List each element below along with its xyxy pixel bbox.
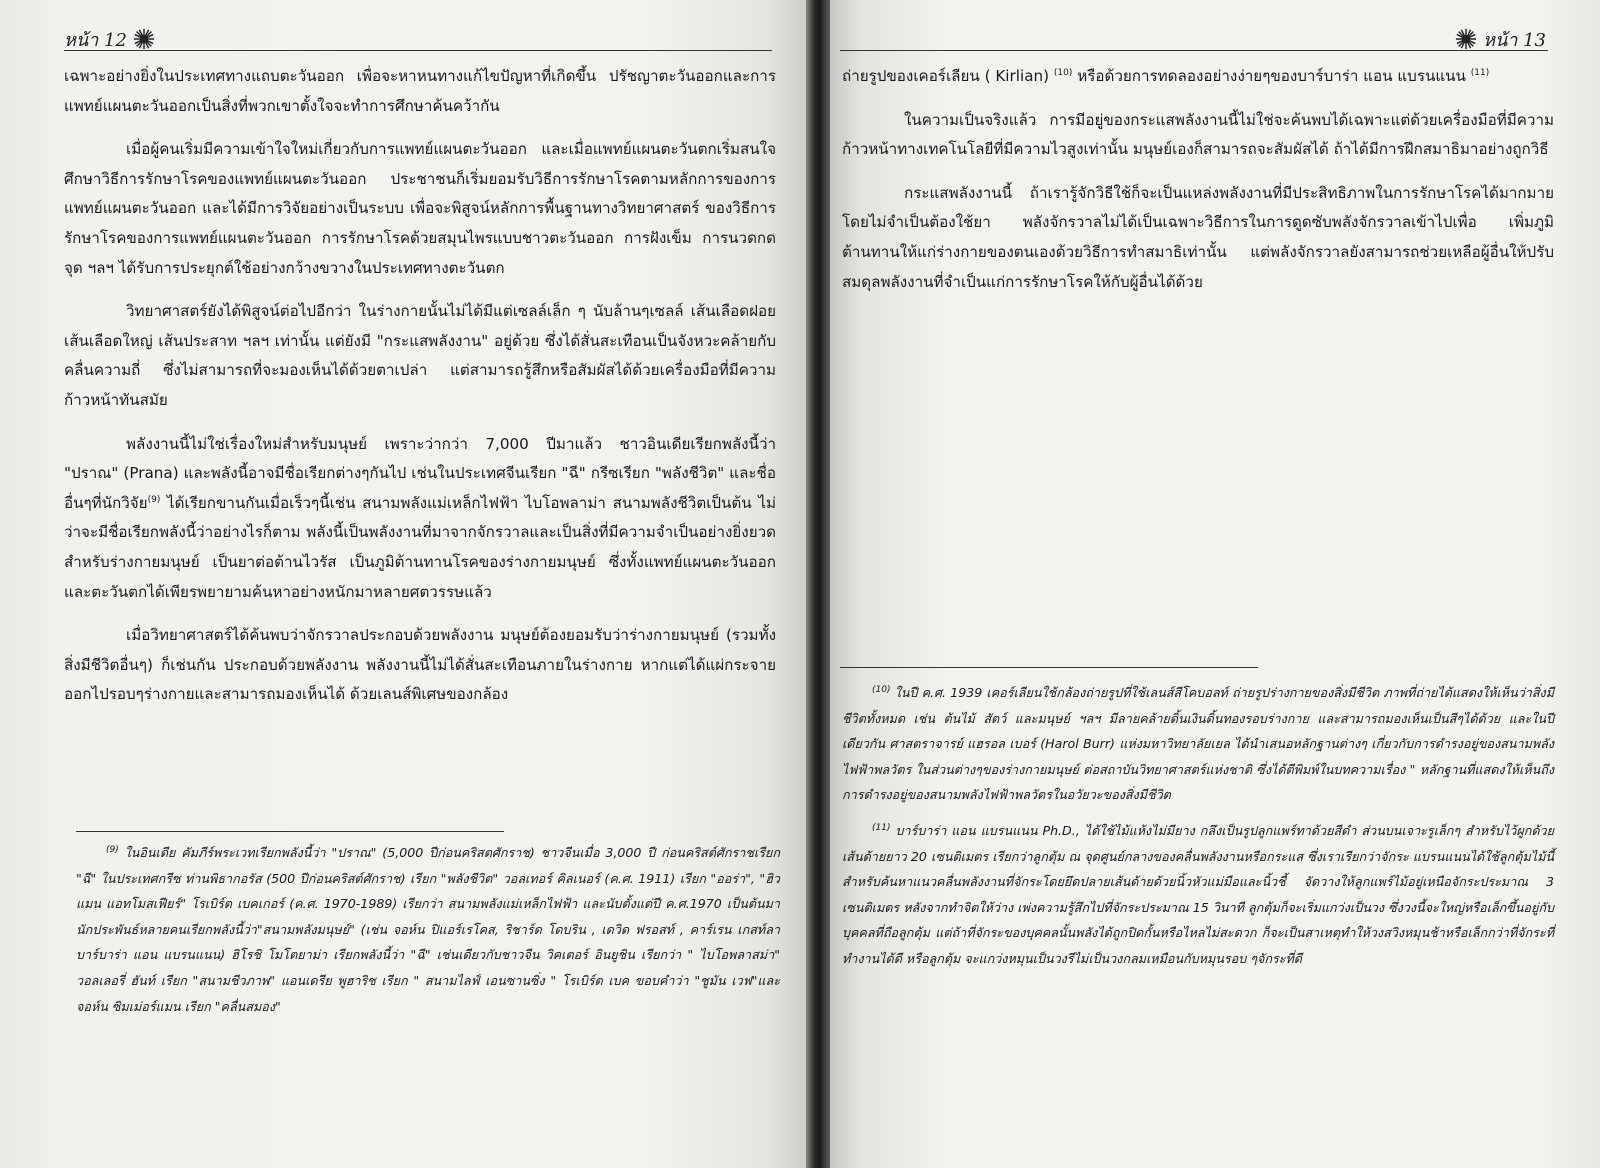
right-body-text — [842, 62, 1554, 311]
footnote-text: บาร์บาร่า แอน แบรนแนน Ph.D., ได้ใช้ไม้แห้งไม่มียาง กลึงเป็นรูปลูกแพร์ทาด้วยสีดำ ส่วนบนเจาะรูเล็กๆ สำหรับไว้ผูกด้วยเส้นด้ายยาว 20 เซนติเมตร เรียกว่าลูกตุ้ม ณ จุดศูนย์กลางของคลื่นพลังงานหรือกระแส ซึ่งเราเรียกว่าจักระ แบรนแนนได้ใช้ลูกตุ้มไม้นี้ สำหรับค้นหาแนวคลื่นพลังงานที่จักระโดยยึดปลายเส้นด้ายด้วยนิ้วหัวแม่มือและนิ้วชี้ จัดวางให้ลูกแพร์ไม้อยู่เหนือจักระประมาณ 3 เซนติเมตร หลังจากทำจิตให้ว่าง เพ่งความรู้สึกไปที่จักระประมาณ 15 วินาที ลูกตุ้มก็จะเริ่มแกว่งเป็นวง ซึ่งวงนี้จะใหญ่หรือเล็กขึ้นอยู่กับบุคคลที่ถือลูกตุ้ม แต่ถ้าที่จักระของบุคคลนั้นพลังได้ถูกปิดกั้นหรือไหลไม่สะดวก ก็จะเป็นสาเหตุทำให้วงสวิงหมุนช้าหรือเล็กกว่าที่จักระที่ทำงานได้ดี หรือลูกตุ้ม จะแกว่งหมุนเป็นวงรีไม่เป็นวงกลมเหมือนกับหมุนรอบ ๆจักระที่ดี — [842, 822, 1554, 966]
paragraph-text: ได้เรียกขานกันเมื่อเร็วๆนี้เช่น สนามพลังแม่เหล็กไฟฟ้า ไบโอพลาม่า สนามพลังชีวิตเป็นต้น ไม่ว่าจะมีชื่อเรียกพลังนี้ว่าอย่างไรก็ตาม พลังนี้เป็นพลังงานที่มาจากจักรวาลและเป็นสิ่งที่มีความจำเป็นอย่างยิ่งยวด สำหรับร่างกายมนุษย์ เป็นยาต่อต้านไวรัส เป็นภูมิต้านทานโรคของร่างกายมนุษย์ ซึ่งทั้งแพทย์แผนตะวันออกและตะวันตกได้เพียรพยายามค้นหาอย่างหนักมาหลายศตวรรษแล้ว — [64, 493, 776, 601]
left-footnotes — [76, 840, 780, 1029]
right-footnotes — [842, 680, 1554, 982]
paragraph-text: หรือด้วยการทดลองอย่างง่ายๆของบาร์บาร่า แอน แบรนแนน — [1072, 67, 1471, 85]
paragraph — [842, 62, 1554, 92]
paragraph: เฉพาะอย่างยิ่งในประเทศทางแถบตะวันออก เพื่อจะหาหนทางแก้ไขปัญหาที่เกิดขึ้น ปรัชญาตะวันออกและการแพทย์แผนตะวันออกเป็นสิ่งที่พวกเขาตั้งใจจะทำการศึกษาค้นคว้ากัน — [64, 67, 776, 115]
footnote-text: ในปี ค.ศ. 1939 เคอร์เลียนใช้กล้องถ่ายรูปที่ใช้เลนส์สีโคบอลท์ ถ่ายรูปร่างกายของสิ่งมีชีวิต ภาพที่ถ่ายได้แสดงให้เห็นว่าสิ่งมีชีวิตทั้งหมด เช่น ต้นไม้ สัตว์ และมนุษย์ ฯลฯ มีลายคล้ายดิ้นเงินดิ้นทองรอบร่างกาย และสามารถมองเห็นเป็นสีๆได้ด้วย และในปีเดียวกัน ศาสตราจารย์ แฮรอล เบอร์ (Harol Burr) แห่งมหาวิทยาลัยเยล ได้นำเสนอหลักฐานต่างๆ เกี่ยวกับการดำรงอยู่ของสนามพลังไฟฟ้าพลวัตร ในส่วนต่างๆของร่างกายมนุษย์ ต่อสถาบันวิทยาศาสตร์แห่งชาติ ซึ่งได้ตีพิมพ์ในบทความเรื่อง " หลักฐานที่แสดงให้เห็นถึงการดำรงอยู่ของสนามพลังไฟฟ้าพลวัตรในอวัยวะของสิ่งมีชีวิต — [842, 685, 1554, 803]
header-rule — [64, 50, 772, 51]
sun-ornament-icon — [1455, 28, 1477, 50]
footnote-rule — [840, 667, 1258, 668]
sun-ornament-icon — [133, 28, 155, 50]
paragraph: เมื่อวิทยาศาสตร์ได้ค้นพบว่าจักรวาลประกอบด้วยพลังงาน มนุษย์ต้องยอมรับว่าร่างกายมนุษย์ (รวมทั้งสิ่งมีชีวิตอื่นๆ) ก็เช่นกัน ประกอบด้วยพลังงาน พลังงานนี้ไม่ได้สั่นสะเทือนภายในร่างกาย หากแต่ได้แผ่กระจายออกไปรอบๆร่างกายและสามารถมองเห็นได้ ด้วยเลนส์พิเศษของกล้อง — [64, 626, 776, 704]
paragraph — [64, 430, 776, 608]
footnote-text: ในอินเดีย คัมภีร์พระเวทเรียกพลังนี้ว่า "ปราณ" (5,000 ปีก่อนคริสตศักราช) ชาวจีนเมื่อ 3,000 ปี ก่อนคริสต์ศักราชเรียก "ฉี" ในประเทศกรีซ ท่านพิธากอรัส (500 ปีก่อนคริสต์ศักราช) เรียก "พลังชีวิต" วอลเทอร์ คิลเนอร์ (ค.ศ. 1911) เรียก "ออร่า", "ฮิวแมน แอทโมสเฟียร์" โรเบิร์ต เบคเกอร์ (ค.ศ. 1970-1989) เรียกว่า สนามพลังแม่เหล็กไฟฟ้า และนับตั้งแต่ปี ค.ศ.1970 เป็นต้นมา นักประพันธ์หลายคนเรียกพลังนี้ว่า"สนามพลังมนุษย์" (เช่น จอห์น ปิแอร์เรโคส, ริชาร์ด โดบริน , เดวิด ฟรอสท์ , คาร์เรน เกสท์ลา บาร์บาร่า แอน แบรนแนน) ฮิโรชิ โมโตยาม่า เรียกพลังนี้ว่า "ฉี" เช่นเดียวกับชาวจีน วิคเตอร์ อินยูชิน เรียกว่า " ไบโอพลาสม่า" วอลเลอรี่ ฮันท์ เรียก "สนามชีวภาพ" แอนเดรีย พูฮาริช เรียก " สนามไลฟ์ เอนซานซิ่ง " โรเบิร์ต เบค ขอบคำว่า "ชูมัน เวฟ"และจอห์น ซิมเม่อร์แมน เรียก "คลื่นสมอง" — [76, 845, 780, 1014]
right-page — [830, 0, 1600, 1168]
paragraph-text: ถ่ายรูปของเคอร์เลียน ( Kirlian) — [842, 67, 1054, 85]
footnote-10 — [842, 680, 1554, 808]
left-body-text — [64, 62, 776, 724]
footnote-number: (9) — [106, 844, 119, 855]
paragraph: วิทยาศาสตร์ยังได้พิสูจน์ต่อไปอีกว่า ในร่างกายนั้นไม่ได้มีแต่เซลล์เล็ก ๆ นับล้านๆเซลล์ เส้นเลือดฝอย เส้นเลือดใหญ่ เส้นประสาท ฯลฯ เท่านั้น แต่ยังมี "กระแสพลังงาน" อยู่ด้วย ซึ่งได้สั่นสะเทือนเป็นจังหวะคล้ายกับคลื่นความถี่ ซึ่งไม่สามารถที่จะมองเห็นได้ด้วยตาเปล่า แต่สามารถรู้สึกหรือสัมผัสได้ด้วยเครื่องมือที่มีความก้าวหน้าทันสมัย — [64, 302, 776, 409]
footnote-rule — [76, 831, 504, 832]
left-page-header — [64, 26, 155, 52]
page-number-label: หน้า 12 — [64, 29, 127, 51]
footnote-ref-9: (9) — [147, 494, 161, 505]
book-gutter — [806, 0, 830, 1168]
footnote-ref-11: (11) — [1470, 67, 1490, 78]
footnote-ref-10: (10) — [1053, 67, 1073, 78]
paragraph: เมื่อผู้คนเริ่มมีความเข้าใจใหม่เกี่ยวกับการแพทย์แผนตะวันออก และเมื่อแพทย์แผนตะวันตกเริ่มสนใจศึกษาวิธีการรักษาโรคของแพทย์แผนตะวันออก ประชาชนก็เริ่มยอมรับวิธีการรักษาโรคตามหลักการของการแพทย์แผนตะวันออก และได้มีการวิจัยอย่างเป็นระบบ เพื่อจะพิสูจน์หลักการพื้นฐานทางวิทยาศาสตร์ ของวิธีการรักษาโรคของการแพทย์แผนตะวันออก การรักษาโรคด้วยสมุนไพรแบบชาวตะวันออก การฝังเข็ม การนวดกดจุด ฯลฯ ได้รับการประยุกต์ใช้อย่างกว้างขวางในประเทศทางตะวันตก — [64, 140, 776, 277]
paragraph-text: พลังงานนี้ไม่ใช่เรื่องใหม่สำหรับมนุษย์ เพราะว่ากว่า 7,000 ปีมาแล้ว ชาวอินเดียเรียกพลังนี้ว่า "ปราณ" (Prana) และพลังนี้อาจมีชื่อเรียกต่างๆกันไป เช่นในประเทศจีนเรียก "ฉี" กรีซเรียก "พลังชีวิต" และชื่ออื่นๆที่นักวิจัย — [64, 434, 776, 512]
page-number-label: หน้า 13 — [1483, 29, 1546, 51]
footnote-11 — [842, 818, 1554, 972]
paragraph: กระแสพลังงานนี้ ถ้าเรารู้จักวิธีใช้ก็จะเป็นแหล่งพลังงานที่มีประสิทธิภาพในการรักษาโรคได้มากมาย โดยไม่จำเป็นต้องใช้ยา พลังจักรวาลไม่ได้เป็นเฉพาะวิธีการในการดูดซับพลังจักรวาลเข้าไปเพื่อ เพิ่มภูมิต้านทานให้แก่ร่างกายของตนเองด้วยวิธีการทำสมาธิเท่านั้น แต่พลังจักรวาลยังสามารถช่วยเหลือผู้อื่นให้ปรับสมดุลพลังงานที่จำเป็นแก่การรักษาโรคให้กับผู้อื่นได้ด้วย — [842, 183, 1554, 291]
footnote-number: (11) — [872, 822, 891, 833]
footnote-9 — [76, 840, 780, 1019]
right-page-header — [1455, 26, 1546, 52]
paragraph: ในความเป็นจริงแล้ว การมีอยู่ของกระแสพลังงานนี้ไม่ใช่จะค้นพบได้เฉพาะแต่ด้วยเครื่องมือที่มีความก้าวหน้าทางเทคโนโลยีที่มีความไวสูงเท่านั้น มนุษย์เองก็สามารถจะสัมผัสได้ ถ้าได้มีการฝึกสมาธิมาอย่างถูกวิธี — [842, 110, 1554, 159]
header-rule — [840, 50, 1548, 51]
footnote-number: (10) — [872, 684, 891, 695]
